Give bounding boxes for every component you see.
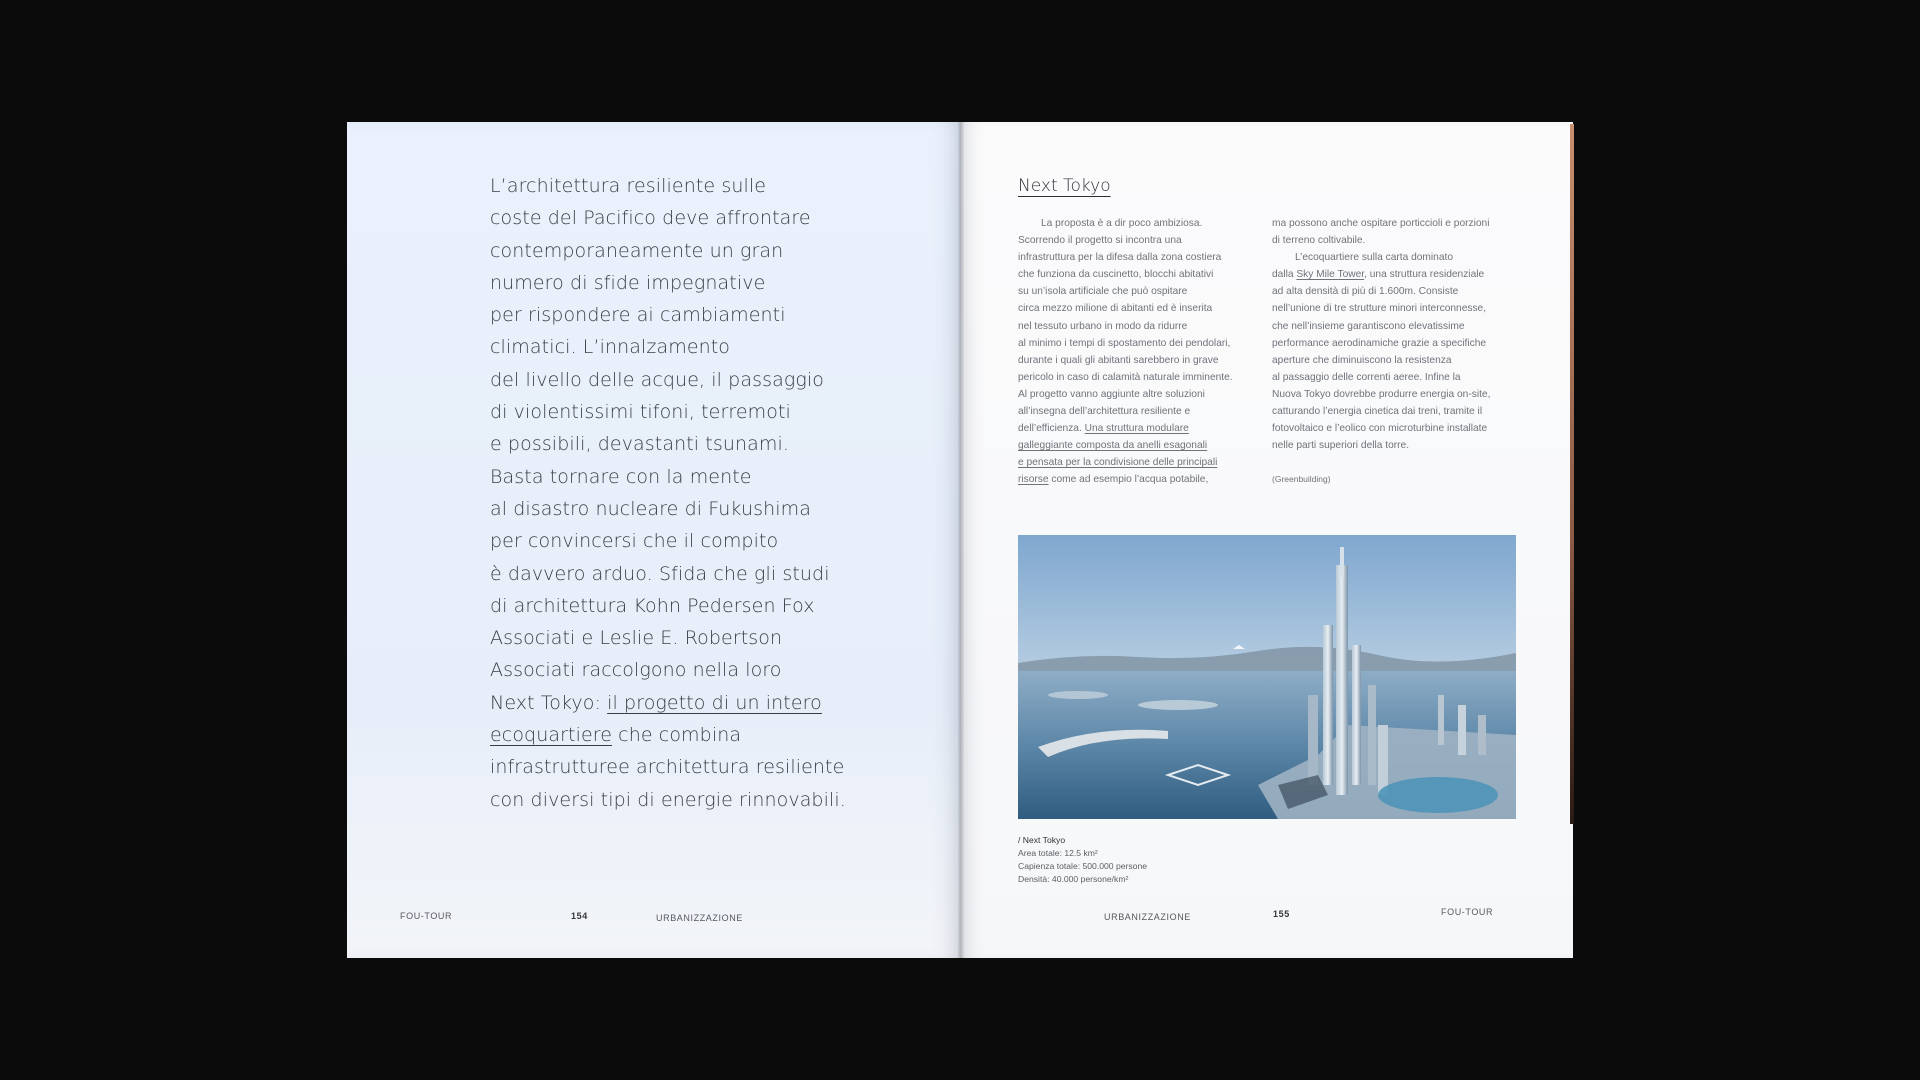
column-line: Al progetto vanno aggiunte altre soluzioni bbox=[1018, 388, 1205, 400]
column-line: performance aerodinamiche grazie a specifiche bbox=[1272, 337, 1487, 349]
section-label-right: URBANIZZAZIONE bbox=[1104, 912, 1191, 922]
column-text-segment: dell’efficienza. bbox=[1018, 423, 1085, 435]
body-line: coste del Pacifico deve affrontare bbox=[490, 207, 811, 230]
column-line: su un’isola artificiale che può ospitare bbox=[1018, 286, 1188, 298]
body-line: Associati e Leslie E. Robertson bbox=[490, 627, 783, 650]
running-head-left: FOU-TOUR bbox=[400, 911, 453, 921]
caption-line: Densità: 40.000 persone/km² bbox=[1018, 874, 1129, 884]
body-text-segment: che combina bbox=[612, 724, 742, 747]
next-page-edge bbox=[1570, 124, 1574, 824]
body-line: L’architettura resiliente sulle bbox=[490, 175, 767, 197]
body-line: e possibili, devastanti tsunami. bbox=[490, 433, 790, 456]
body-text-segment: Next Tokyo: bbox=[490, 691, 608, 714]
column-line: aperture che diminuiscono la resistenza bbox=[1272, 354, 1452, 366]
body-line: infrastrutturee architettura resiliente bbox=[490, 756, 845, 779]
column-line bbox=[1018, 471, 1258, 488]
column-line: Nuova Tokyo dovrebbe produrre energia on-site, bbox=[1272, 388, 1491, 400]
page-number-right: 155 bbox=[1273, 909, 1290, 919]
body-line: con diversi tipi di energie rinnovabili. bbox=[490, 788, 846, 811]
column-text-segment: come ad esempio l’acqua potabile, bbox=[1048, 474, 1209, 486]
column-line: pericolo in caso di calamità naturale imminente. bbox=[1018, 371, 1233, 383]
column-line: circa mezzo milione di abitanti ed è inserita bbox=[1018, 303, 1213, 315]
column-text-segment: , una struttura residenziale bbox=[1364, 269, 1485, 281]
resources-link: risorse bbox=[1018, 474, 1049, 486]
body-line: del livello delle acque, il passaggio bbox=[490, 368, 824, 391]
caption-line: Capienza totale: 500.000 persone bbox=[1018, 861, 1148, 871]
column-link-line: galleggiante composta da anelli esagonali bbox=[1018, 440, 1208, 452]
body-line: climatici. L’innalzamento bbox=[490, 336, 731, 359]
column-line: nel tessuto urbano in modo da ridurre bbox=[1018, 320, 1188, 332]
body-line: di architettura Kohn Pedersen Fox bbox=[490, 594, 815, 617]
column-line: di terreno coltivabile. bbox=[1272, 235, 1366, 247]
body-line: è davvero arduo. Sfida che gli studi bbox=[490, 562, 830, 585]
section-label-left: URBANIZZAZIONE bbox=[656, 913, 743, 923]
column-line: all’insegna dell’architettura resiliente e bbox=[1018, 406, 1191, 418]
next-tokyo-rendering-image bbox=[1018, 535, 1516, 819]
column-line: nelle parti superiori della torre. bbox=[1272, 440, 1410, 452]
body-line: per rispondere ai cambiamenti bbox=[490, 304, 786, 327]
image-caption bbox=[1018, 834, 1147, 886]
text-column-2 bbox=[1272, 215, 1512, 454]
text-column-1 bbox=[1018, 215, 1258, 489]
lagoon bbox=[1378, 777, 1498, 813]
column-line: al minimo i tempi di spostamento dei pendolari, bbox=[1018, 337, 1231, 349]
column-line: infrastruttura per la difesa dalla zona costiera bbox=[1018, 252, 1222, 264]
column-line: Scorrendo il progetto si incontra una bbox=[1018, 235, 1182, 247]
body-line: di violentissimi tifoni, terremoti bbox=[490, 401, 791, 424]
body-line: contemporaneamente un gran bbox=[490, 239, 784, 262]
column-line: fotovoltaico e l’eolico con microturbine installate bbox=[1272, 423, 1488, 435]
page-number-left: 154 bbox=[571, 911, 588, 921]
column-line bbox=[1272, 266, 1512, 283]
column-line: che funziona da cuscinetto, blocchi abitativi bbox=[1018, 269, 1214, 281]
project-link: il progetto di un intero bbox=[607, 691, 822, 714]
running-head-right: FOU-TOUR bbox=[1441, 907, 1494, 917]
column-line: ad alta densità di più di 1.600m. Consiste bbox=[1272, 286, 1459, 298]
column-line: catturando l’energia cinetica dai treni, tramite il bbox=[1272, 406, 1483, 418]
ecoquartiere-link: ecoquartiere bbox=[490, 724, 613, 747]
body-line: Associati raccolgono nella loro bbox=[490, 659, 782, 682]
caption-title: / Next Tokyo bbox=[1018, 835, 1066, 845]
body-line bbox=[490, 719, 850, 751]
book-gutter bbox=[958, 122, 964, 958]
column-line: al passaggio delle correnti aeree. Infine la bbox=[1272, 371, 1461, 383]
source-credit: (Greenbuilding) bbox=[1272, 474, 1331, 484]
caption-line: Area totale: 12.5 km² bbox=[1018, 848, 1098, 858]
column-text-segment: dalla bbox=[1272, 269, 1297, 281]
body-line: al disastro nucleare di Fukushima bbox=[490, 497, 811, 520]
column-line: L’ecoquartiere sulla carta dominato bbox=[1295, 252, 1454, 264]
column-line: durante i quali gli abitanti sarebbero in grave bbox=[1018, 354, 1219, 366]
body-line: numero di sfide impegnative bbox=[490, 271, 766, 294]
column-line bbox=[1018, 420, 1258, 437]
column-line: nell’unione di tre strutture minori interconnesse, bbox=[1272, 303, 1487, 315]
column-line: ma possono anche ospitare porticcioli e porzioni bbox=[1272, 218, 1490, 229]
column-line: La proposta è a dir poco ambiziosa. bbox=[1041, 218, 1203, 229]
body-line bbox=[490, 687, 850, 719]
article-heading: Next Tokyo bbox=[1018, 176, 1111, 196]
column-line: che nell’insieme garantiscono elevatissime bbox=[1272, 320, 1465, 332]
left-body-text bbox=[490, 170, 850, 816]
sky-mile-tower-link: Sky Mile Tower bbox=[1296, 269, 1365, 281]
body-line: Basta tornare con la mente bbox=[490, 465, 752, 488]
sky-mile-tower bbox=[1336, 565, 1348, 795]
modular-structure-link: Una struttura modulare bbox=[1084, 423, 1189, 435]
body-line: per convincersi che il compito bbox=[490, 530, 779, 553]
column-link-line: e pensata per la condivisione delle principali bbox=[1018, 457, 1218, 469]
